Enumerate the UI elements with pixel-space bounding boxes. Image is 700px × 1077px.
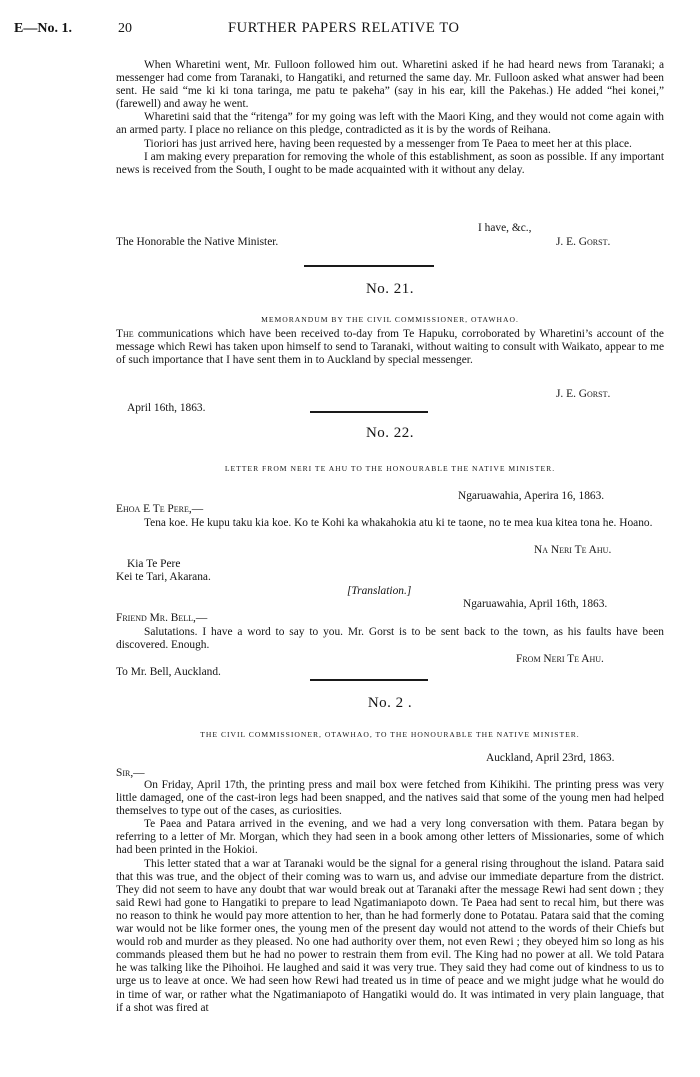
signature-english: From Neri Te Ahu. [516,653,604,665]
document-heading: MEMORANDUM BY THE CIVIL COMMISSIONER, OTAWHAO. [261,315,519,324]
place-date-english: Ngaruawahia, April 16th, 1863. [463,598,608,610]
paragraph: On Friday, April 17th, the printing press and mail box were fetched from Kihikihi. The printing press was very little damaged, one of the cast-iron legs had been snapped, and the natives said that some of the young men had helped themselves to type out of the cases, as curiosities. [116,779,664,818]
section-rule [304,265,434,267]
page-number: 20 [118,21,132,36]
paragraph: Te Paea and Patara arrived in the evening, and we had a very long conversation with them. Patara began by referring to a letter of Mr. Morgan, which they had seen in a book among other letters of Missionaries, some of which had been printed in the Hokioi. [116,818,664,857]
translation-label: [Translation.] [347,585,412,597]
section-rule [310,679,428,681]
letter-continuation [116,59,664,177]
letter-body-english [116,626,664,652]
paragraph: Tena koe. He kupu taku kia koe. Ko te Kohi ka whakahokia atu ki te taone, no te mea kua kitea tona he. Hoano. [144,517,653,529]
letter-addressee: The Honorable the Native Minister. [116,236,279,248]
paragraph: This letter stated that a war at Taranaki would be the signal for a general rising throughout the island. Patara said that this was true, and the object of their coming was to warn us, and advise our immediate departure from the district. They did not seem to have any doubt that war would break out at Taranaki after the message Rewi had sent down ; they said Rewi had gone to Hangatiki to prepare to lead Ngatimaniapoto down. Te Paea had sent to recal him, but there was no reason to think he would pay more attention to her, than he had formerly done to Potatau. Patara said that the coming war would not be like former ones, the young men of the present day would not attend to the words of their Chiefs but would rob and murder as they pleased. No one had authority over them, not even Rewi ; they obeyed him so long as his commands pleased them but he had no power to restrain them from evil. The King had no power at all. We told Patara he was talking like the Pihoihoi. He laughed and said it was very true. They said they had come out of kindness to us to urge us to leave at once. We had seen how Rewi had treated us in time of peace and we might judge what he would do in time of war, or rather what the Ngatimaniapoto of Hangatiki would do. It was intimated in very plain language, that if a shot was fired at [116,857,664,1014]
addressee-maori-line2: Kei te Tari, Akarana. [116,571,211,583]
addressee-maori-line1: Kia Te Pere [127,558,181,570]
paragraph: When Wharetini went, Mr. Fulloon followed him out. Wharetini asked if he had heard news from Taranaki; a messenger had come from Taranaki, to Hangatiki, and returned the same day. Mr. Fulloon asked what answer had been sent. He said “me ki ki tona taringa, me patu te pakeha” (say in his ear, kill the Pakehas.) He added “hei konei,” (farewell) and away he went. [116,59,664,111]
paragraph-text: communications which have been received to-day from Te Hapuku, corroborated by Wharetini’s account of the message which Rewi has taken upon himself to send to Taranaki, without waiting to consult with Waikato, appear to me of such importance that I have sent them in to Auckland by special messenger. [116,328,664,367]
document-number: No. 22. [365,425,415,441]
memorandum-signature: J. E. Gorst. [556,388,611,400]
letter-closing: I have, &c., [478,222,532,234]
series-number: E—No. 1. [14,21,72,36]
letter-signature: J. E. Gorst. [556,236,611,248]
paragraph: Wharetini said that the “ritenga” for my going was left with the Maori King, and they would not come again with an armed party. I place no reliance on this pledge, contradicted as it is by the words of Reihana. [116,111,664,137]
running-title: FURTHER PAPERS RELATIVE TO [228,20,460,36]
document-heading: LETTER FROM NERI TE AHU TO THE HONOURABLE THE NATIVE MINISTER. [224,464,556,473]
document-number: No. 2 . [367,695,413,711]
salutation: Sir,— [116,767,145,779]
document-number: No. 21. [365,281,415,297]
salutation-english: Friend Mr. Bell,— [116,612,208,624]
document-heading: THE CIVIL COMMISSIONER, OTAWHAO, TO THE HONOURABLE THE NATIVE MINISTER. [200,730,580,739]
place-date: Auckland, April 23rd, 1863. [486,752,615,764]
salutation-maori: Ehoa E Te Pere,— [116,503,204,515]
paragraph [116,328,664,367]
memorandum-body [116,328,664,367]
letter-body-maori [116,517,664,530]
addressee-english: To Mr. Bell, Auckland. [116,666,221,678]
page-header [0,22,700,40]
paragraph: Salutations. I have a word to say to you. Mr. Gorst is to be sent back to the town, as his faults have been discovered. Enough. [116,626,664,652]
lead-word: The [116,328,134,340]
paragraph: I am making every preparation for removing the whole of this establishment, as soon as possible. If any important news is received from the South, I ought to be made acquainted with it without any delay. [116,150,664,176]
section-rule [310,411,428,413]
paragraph: Tioriori has just arrived here, having been requested by a messenger from Te Paea to meet her at this place. [144,137,632,150]
place-date-maori: Ngaruawahia, Aperira 16, 1863. [458,490,605,502]
letter-body [116,779,664,1015]
signature-maori: Na Neri Te Ahu. [534,544,612,556]
memorandum-date: April 16th, 1863. [127,402,206,414]
